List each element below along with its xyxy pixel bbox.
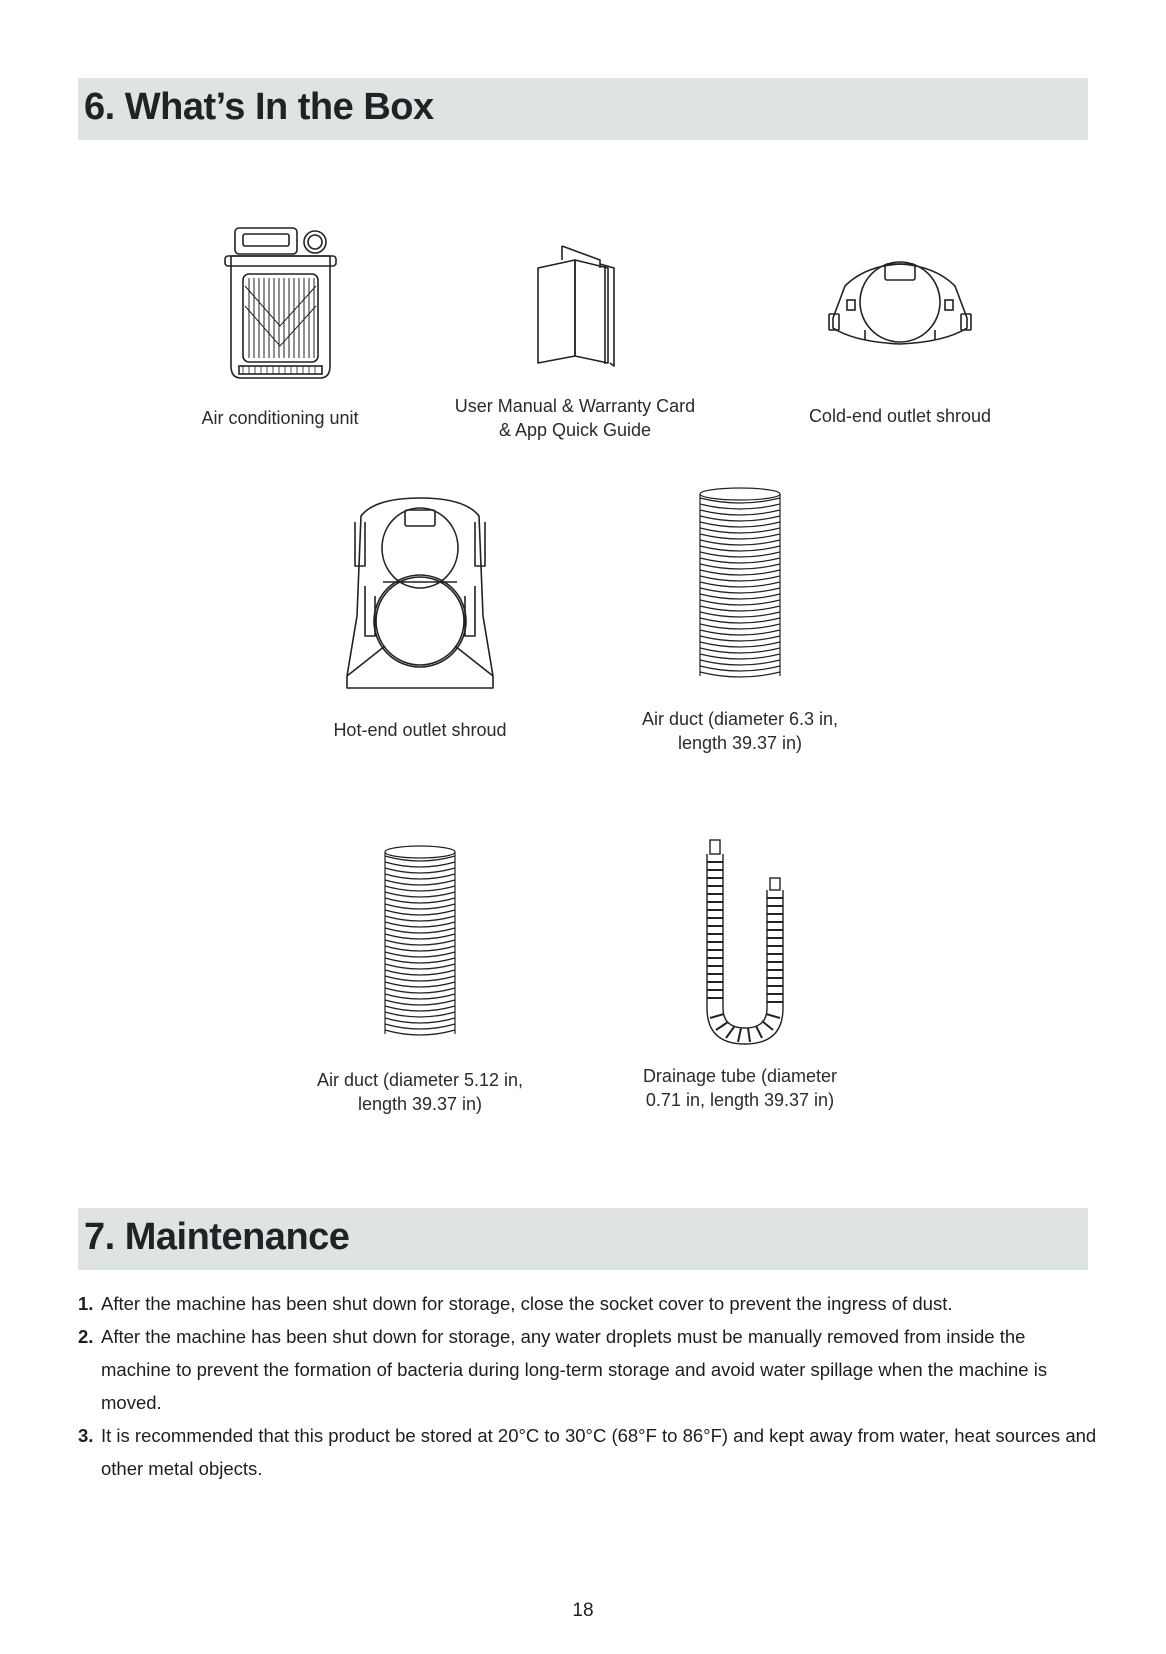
box-item-air-conditioning-unit [170,226,390,430]
item-caption: Cold-end outlet shroud [808,406,992,426]
box-item-air-duct-small [300,844,540,1116]
step-text: After the machine has been shut down for storage, any water droplets must be manually removed from inside the machine to prevent the formation of bacteria during long-term storage and avoid water spillage when the machine is moved. [101,1326,1048,1413]
step-number: 3. [78,1425,94,1446]
list-item [78,1320,1098,1419]
box-item-hot-end-outlet-shroud [305,496,535,742]
cold-shroud-icon [825,256,975,356]
manual-icon [530,238,620,368]
step-text: It is recommended that this product be stored at 20°C to 30°C (68°F to 86°F) and kept away from water, heat sources and other metal objects. [101,1425,1097,1479]
large-air-duct-icon [697,486,783,686]
section-title: 6. What’s In the Box [84,86,434,128]
section-header-whats-in-the-box [78,78,1088,140]
item-caption: Air duct (diameter 5.12 in, length 39.37 in) [316,1070,524,1114]
list-item [78,1287,1098,1320]
item-caption: Air duct (diameter 6.3 in, length 39.37 in) [641,709,839,753]
box-item-drainage-tube [610,838,870,1112]
item-caption: Air conditioning unit [201,408,359,428]
drainage-tube-icon [690,838,790,1050]
section-title: 7. Maintenance [84,1216,350,1258]
list-item [78,1419,1098,1485]
step-text: After the machine has been shut down for storage, close the socket cover to prevent the ingress of dust. [101,1293,953,1314]
hot-shroud-icon [345,496,495,691]
item-caption: Hot-end outlet shroud [333,720,507,740]
item-caption: User Manual & Warranty Card & App Quick Guide [454,396,696,440]
step-number: 1. [78,1293,94,1314]
section-header-maintenance [78,1208,1088,1270]
small-air-duct-icon [382,844,458,1044]
page-number: 18 [572,1600,594,1621]
item-caption: Drainage tube (diameter 0.71 in, length 39.37 in) [642,1066,838,1110]
box-item-air-duct-large [600,486,880,755]
maintenance-list [78,1287,1098,1485]
air-conditioner-icon [223,226,338,386]
box-item-user-manual [420,238,730,442]
step-number: 2. [78,1326,94,1347]
box-item-cold-end-outlet-shroud [780,256,1020,428]
